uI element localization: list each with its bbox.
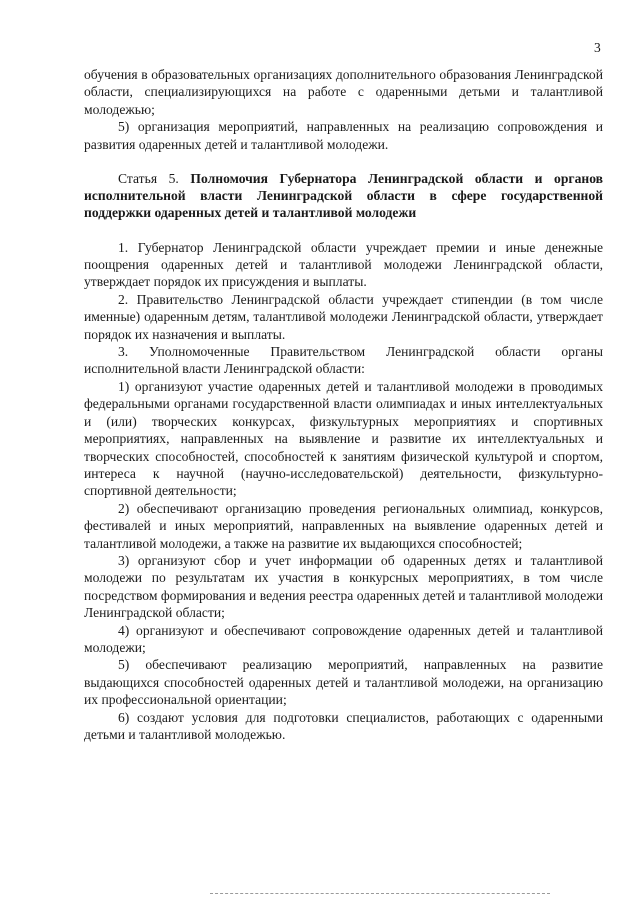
article-number: Статья 5. — [118, 171, 179, 187]
paragraph-1: 1. Губернатор Ленинградской области учреждает премии и иные денежные поощрения одаренных детей и талантливой молодежи Ленинградской области, утверждает порядок их присуждения и выплаты. — [84, 239, 603, 290]
list-item: 2) обеспечивают организацию проведения региональных олимпиад, конкурсов, фестивалей и иных мероприятий, направленных на выявление одаренных детей и талантливой молодежи, а также на развитие их выдающихся способностей; — [84, 500, 603, 551]
list-item: 4) организуют и обеспечивают сопровождение одаренных детей и талантливой молодежи; — [84, 622, 603, 655]
list-item: 1) организуют участие одаренных детей и талантливой молодежи в проводимых федеральными органами государственной власти олимпиадах и иных интеллектуальных и (или) творческих конкурсах, физкультурных мероприятиях и спортивных мероприятиях, направленных на выявление и развитие их интеллектуальных и творческих способностей, способностей к занятиям физической культурой и спортом, интереса к научной (научно-исследовательской) деятельности, физкультурно-спортивной деятельности; — [84, 378, 603, 499]
article-heading — [84, 170, 603, 222]
continuation-text: обучения в образовательных организациях дополнительного образования Ленинградской области, специализирующихся на работе с одаренными детьми и талантливой молодежью; — [84, 67, 603, 117]
list-item: 6) создают условия для подготовки специалистов, работающих с одаренными детьми и талантливой молодежью. — [84, 709, 603, 743]
paragraph-3: 3. Уполномоченные Правительством Ленинградской области органы исполнительной власти Ленинградской области: — [84, 344, 603, 377]
page-number: 3 — [594, 40, 601, 55]
scan-artifact-line — [210, 893, 550, 894]
article-title: Полномочия Губернатора Ленинградской области и органов исполнительной власти Ленинградской области в сфере государственной поддержки одаренных детей и талантливой молодежи — [84, 171, 604, 221]
document-body — [84, 66, 603, 743]
list-item: 5) организация мероприятий, направленных на реализацию сопровождения и развития одаренных детей и талантливой молодежи. — [84, 119, 603, 152]
paragraph-2: 2. Правительство Ленинградской области учреждает стипендии (в том числе именные) одаренным детям, талантливой молодежи Ленинградской области, утверждает порядок их назначения и выплаты. — [84, 291, 603, 342]
list-item: 3) организуют сбор и учет информации об одаренных детях и талантливой молодежи по результатам их участия в конкурсных мероприятиях, в том числе посредством формирования и ведения реестра одаренных детей и талантливой молодежи Ленинградской области; — [84, 552, 603, 621]
list-item: 5) обеспечивают реализацию мероприятий, направленных на развитие выдающихся способностей одаренных детей и талантливой молодежи, на организацию их профессиональной ориентации; — [84, 657, 603, 708]
